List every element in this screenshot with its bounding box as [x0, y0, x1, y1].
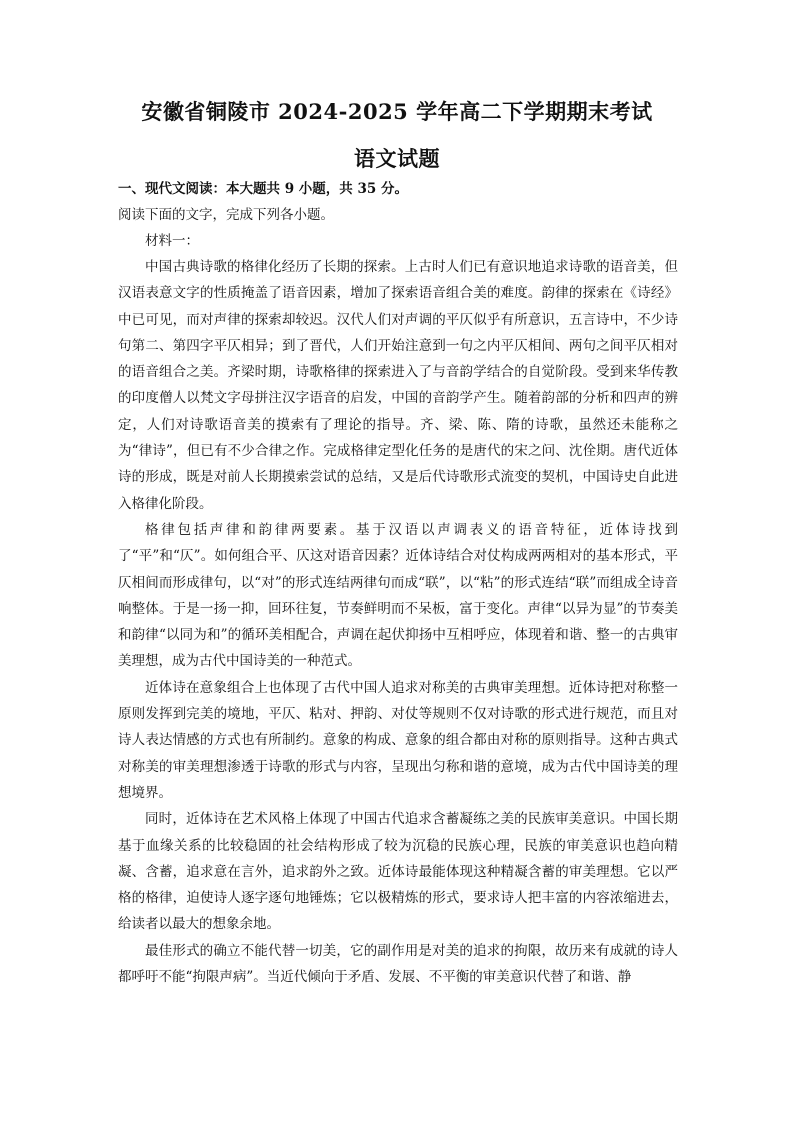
reading-instruction: 阅读下面的文字，完成下列各小题。: [118, 207, 334, 223]
paragraph-3: 近体诗在意象组合上也体现了古代中国人追求对称美的古典审美理想。近体诗把对称整一原则发挥到完美的境地，平仄、粘对、押韵、对仗等规则不仅对诗歌的形式进行规范，而且对诗人表达情感的方式也有所制约。意象的构成、意象的组合都由对称的原则指导。这种古典式对称美的审美理想渗透于诗歌的形式与内容，呈现出匀称和谐的意境，成为古代中国诗美的理想境界。: [118, 679, 678, 801]
paragraph-1: 中国古典诗歌的格律化经历了长期的探索。上古时人们已有意识地追求诗歌的语音美，但汉语表意文字的性质掩盖了语音因素，增加了探索语音组合美的难度。韵律的探索在《诗经》中已可见，而对声律的探索却较迟。汉代人们对声调的平仄似乎有所意识，五言诗中，不少诗句第二、第四字平仄相异；到了晋代，人们开始注意到一句之内平仄相间、两句之间平仄相对的语音组合之美。齐梁时期，诗歌格律的探索进入了与音韵学结合的自觉阶段。受到来华传教的印度僧人以梵文字母拼注汉字语音的启发，中国的音韵学产生。随着韵部的分析和四声的辨定，人们对诗歌语音美的摸索有了理论的指导。齐、梁、陈、隋的诗歌，虽然还未能称之为“律诗”，但已有不少合律之作。完成格律定型化任务的是唐代的宋之问、沈佺期。唐代近体诗的形成，既是对前人长期摸索尝试的总结，又是后代诗歌形式流变的契机，中国诗史自此进入格律化阶段。: [118, 259, 678, 512]
document-body: [118, 176, 678, 990]
paragraph-4: 同时，近体诗在艺术风格上体现了中国古代追求含蓄凝练之美的民族审美意识。中国长期基于血缘关系的比较稳固的社会结构形成了较为沉稳的民族心理，民族的审美意识也趋向精凝、含蓄，追求意在言外，追求韵外之致。近体诗最能体现这种精凝含蓄的审美理想。它以严格的格律，迫使诗人逐字逐句地锤炼；它以极精炼的形式，要求诗人把丰富的内容浓缩进去，给读者以最大的想象余地。: [118, 811, 678, 933]
exam-title: 安徽省铜陵市 2024-2025 学年高二下学期期末考试: [141, 99, 653, 124]
paragraph-5: 最佳形式的确立不能代替一切美，它的副作用是对美的追求的拘限，故历来有成就的诗人都呼吁不能“拘限声病”。当近代倾向于矛盾、发展、不平衡的审美意识代替了和谐、静: [118, 942, 678, 986]
paragraph-2: 格律包括声律和韵律两要素。基于汉语以声调表义的语音特征，近体诗找到了“平”和“仄”。如何组合平、仄这对语音因素？近体诗结合对仗构成两两相对的基本形式，平仄相间而形成律句，以“对”的形式连结两律句而成“联”，以“粘”的形式连结“联”而组成全诗音响整体。于是一扬一抑，回环往复，节奏鲜明而不呆板，富于变化。声律“以异为显”的节奏美和韵律“以同为和”的循环美相配合，声调在起伏抑扬中互相呼应，体现着和谐、整一的古典审美理想，成为古代中国诗美的一种范式。: [118, 521, 678, 670]
section-heading: 一、现代文阅读：本大题共 9 小题，共 35 分。: [118, 181, 408, 197]
exam-subtitle: 语文试题: [354, 146, 440, 171]
material-label: 材料一：: [145, 233, 199, 249]
